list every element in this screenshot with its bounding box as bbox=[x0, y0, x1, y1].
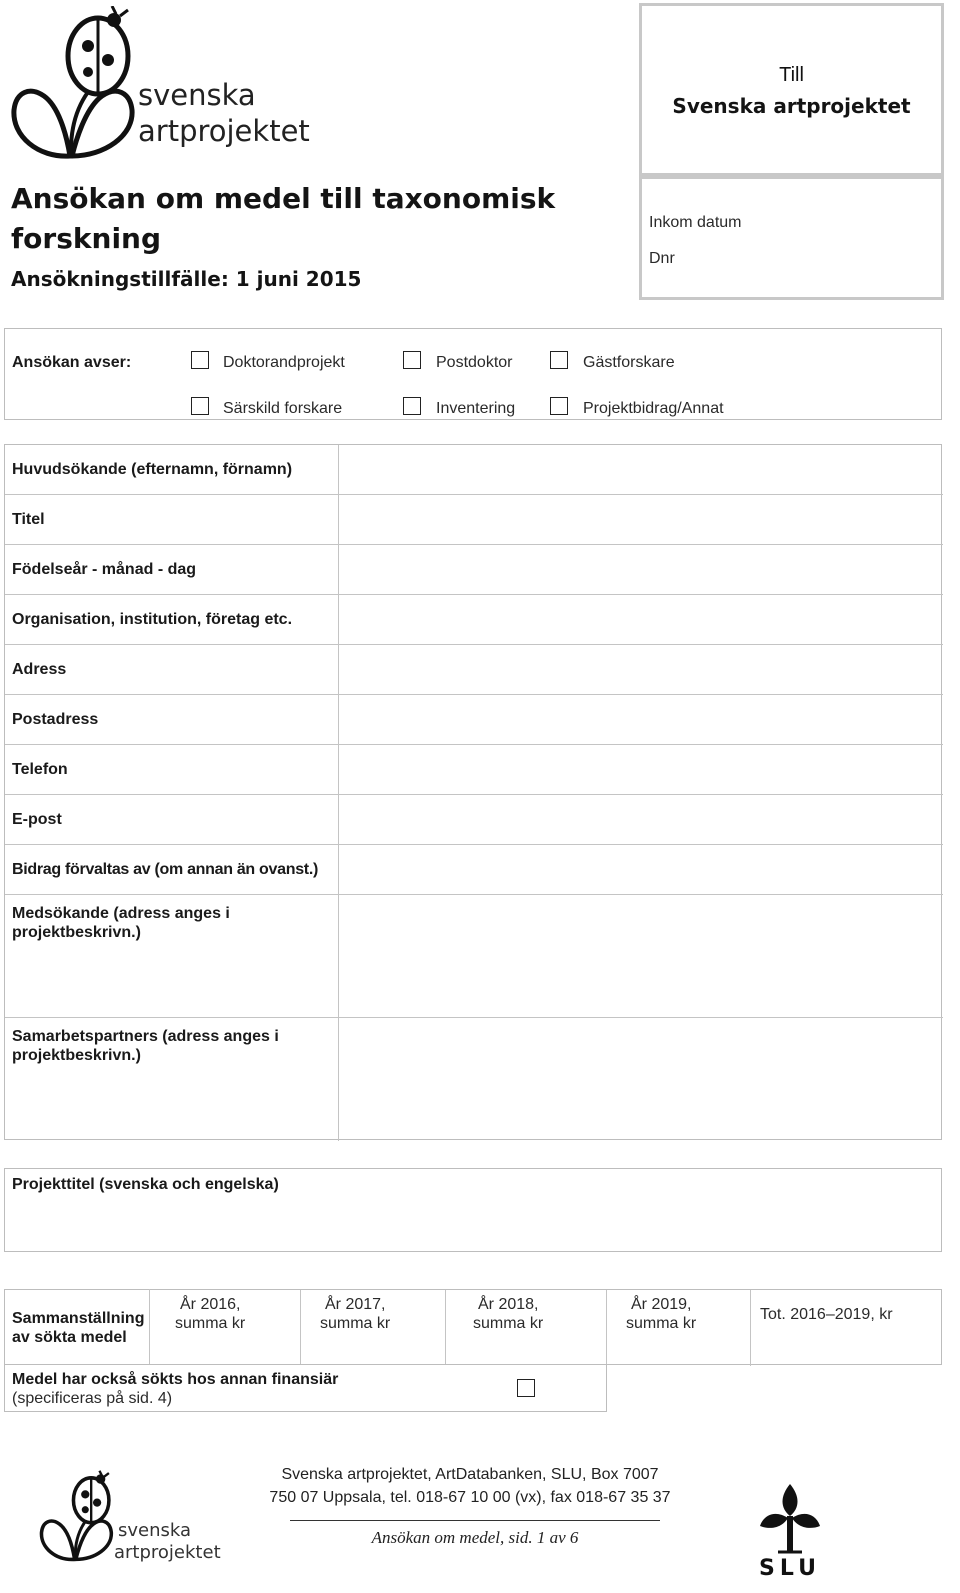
ladybug-flower-icon bbox=[8, 6, 140, 166]
other-funding-label-2: (specificeras på sid. 4) bbox=[12, 1390, 173, 1407]
field-label-co-applicants-1: Medsökande (adress anges i bbox=[12, 905, 230, 922]
recipient-till: Till bbox=[779, 64, 804, 86]
year-2016-header-2: summa kr bbox=[175, 1315, 246, 1332]
other-funding-label-1: Medel har också sökts hos annan finansiär bbox=[12, 1371, 339, 1388]
summary-label-1: Sammanställning bbox=[12, 1310, 145, 1327]
field-input-titel[interactable] bbox=[339, 495, 942, 544]
intake-received-label: Inkom datum bbox=[649, 214, 742, 231]
field-label-epost: E-post bbox=[12, 811, 62, 828]
field-label-telefon: Telefon bbox=[12, 761, 68, 778]
page-title-line1: Ansökan om medel till taxonomisk bbox=[11, 182, 556, 215]
field-label-partners-2: projektbeskrivn.) bbox=[12, 1047, 141, 1064]
field-label-partners-1: Samarbetspartners (adress anges i bbox=[12, 1028, 279, 1045]
funding-summary-table bbox=[4, 1289, 942, 1365]
option-postdoktor: Postdoktor bbox=[436, 354, 513, 371]
checkbox-gastforskare[interactable] bbox=[550, 351, 568, 369]
logo-word-artprojektet: artprojektet bbox=[138, 114, 310, 148]
total-header: Tot. 2016–2019, kr bbox=[760, 1306, 893, 1323]
checkbox-projektbidrag-annat[interactable] bbox=[550, 397, 568, 415]
page-subtitle: Ansökningstillfälle: 1 juni 2015 bbox=[11, 267, 362, 291]
year-2019-header-2: summa kr bbox=[626, 1315, 697, 1332]
footer-address-1: Svenska artprojektet, ArtDatabanken, SLU, Box 7007 bbox=[281, 1466, 659, 1483]
field-input-birthdate[interactable] bbox=[339, 545, 942, 594]
field-input-epost[interactable] bbox=[339, 795, 942, 844]
footer-address-2: 750 07 Uppsala, tel. 018-67 10 00 (vx), fax 018-67 35 37 bbox=[269, 1489, 671, 1506]
checkbox-other-funding[interactable] bbox=[517, 1379, 535, 1397]
field-label-postadress: Postadress bbox=[12, 711, 99, 728]
application-type-label: Ansökan avser: bbox=[12, 354, 132, 371]
year-2017-header-1: År 2017, bbox=[325, 1296, 386, 1313]
field-input-co-applicants[interactable] bbox=[339, 895, 942, 1017]
checkbox-sarskild-forskare[interactable] bbox=[191, 397, 209, 415]
year-2018-header-2: summa kr bbox=[473, 1315, 544, 1332]
ladybug-flower-icon bbox=[38, 1468, 116, 1568]
slu-tree-icon bbox=[758, 1482, 822, 1554]
other-funding-row bbox=[4, 1364, 607, 1412]
amount-2017-input[interactable] bbox=[301, 1338, 444, 1364]
logo-word-svenska: svenska bbox=[138, 78, 256, 112]
amount-total-input[interactable] bbox=[751, 1338, 941, 1364]
amount-2016-input[interactable] bbox=[153, 1338, 299, 1364]
field-label-grant-administered-by: Bidrag förvaltas av (om annan än ovanst.) bbox=[12, 861, 318, 878]
field-input-organisation[interactable] bbox=[339, 595, 942, 644]
checkbox-doktorandprojekt[interactable] bbox=[191, 351, 209, 369]
option-projektbidrag-annat: Projektbidrag/Annat bbox=[583, 400, 724, 417]
field-input-adress[interactable] bbox=[339, 645, 942, 694]
option-gastforskare: Gästforskare bbox=[583, 354, 675, 371]
project-title-field[interactable] bbox=[4, 1168, 942, 1252]
field-label-titel: Titel bbox=[12, 511, 45, 528]
intake-dnr-label: Dnr bbox=[649, 250, 675, 267]
slu-wordmark: SLU bbox=[759, 1556, 821, 1581]
field-input-telefon[interactable] bbox=[339, 745, 942, 794]
field-label-main-applicant: Huvudsökande (efternamn, förnamn) bbox=[12, 461, 293, 478]
footer-logo-word-svenska: svenska bbox=[118, 1520, 192, 1541]
option-doktorandprojekt: Doktorandprojekt bbox=[223, 354, 345, 371]
field-label-adress: Adress bbox=[12, 661, 67, 678]
checkbox-postdoktor[interactable] bbox=[403, 351, 421, 369]
year-2019-header-1: År 2019, bbox=[631, 1296, 692, 1313]
footer-logo-word-artprojektet: artprojektet bbox=[114, 1542, 221, 1563]
field-label-co-applicants-2: projektbeskrivn.) bbox=[12, 924, 141, 941]
checkbox-inventering[interactable] bbox=[403, 397, 421, 415]
option-sarskild-forskare: Särskild forskare bbox=[223, 400, 343, 417]
year-2018-header-1: År 2018, bbox=[478, 1296, 539, 1313]
footer-logo bbox=[38, 1468, 221, 1568]
amount-2019-input[interactable] bbox=[607, 1338, 749, 1364]
artprojektet-logo bbox=[8, 6, 308, 166]
recipient-box bbox=[639, 3, 944, 176]
field-label-organisation: Organisation, institution, företag etc. bbox=[12, 611, 293, 628]
summary-label-2: av sökta medel bbox=[12, 1329, 127, 1346]
field-input-postadress[interactable] bbox=[339, 695, 942, 744]
field-label-birthdate: Födelseår - månad - dag bbox=[12, 561, 197, 578]
recipient-org: Svenska artprojektet bbox=[672, 94, 911, 118]
page-title-line2: forskning bbox=[11, 222, 162, 255]
amount-2018-input[interactable] bbox=[446, 1338, 605, 1364]
footer-page-number: Ansökan om medel, sid. 1 av 6 bbox=[371, 1528, 579, 1547]
year-2016-header-1: År 2016, bbox=[180, 1296, 241, 1313]
footer-divider bbox=[290, 1520, 660, 1521]
field-input-main-applicant[interactable] bbox=[339, 445, 942, 494]
field-input-grant-administered-by[interactable] bbox=[339, 845, 942, 894]
applicant-details-table bbox=[4, 444, 942, 1140]
field-input-partners[interactable] bbox=[339, 1018, 942, 1140]
intake-box bbox=[639, 176, 944, 300]
slu-logo bbox=[748, 1482, 832, 1586]
year-2017-header-2: summa kr bbox=[320, 1315, 391, 1332]
project-title-label: Projekttitel (svenska och engelska) bbox=[12, 1176, 279, 1193]
application-type-section bbox=[4, 328, 942, 420]
option-inventering: Inventering bbox=[436, 400, 516, 417]
